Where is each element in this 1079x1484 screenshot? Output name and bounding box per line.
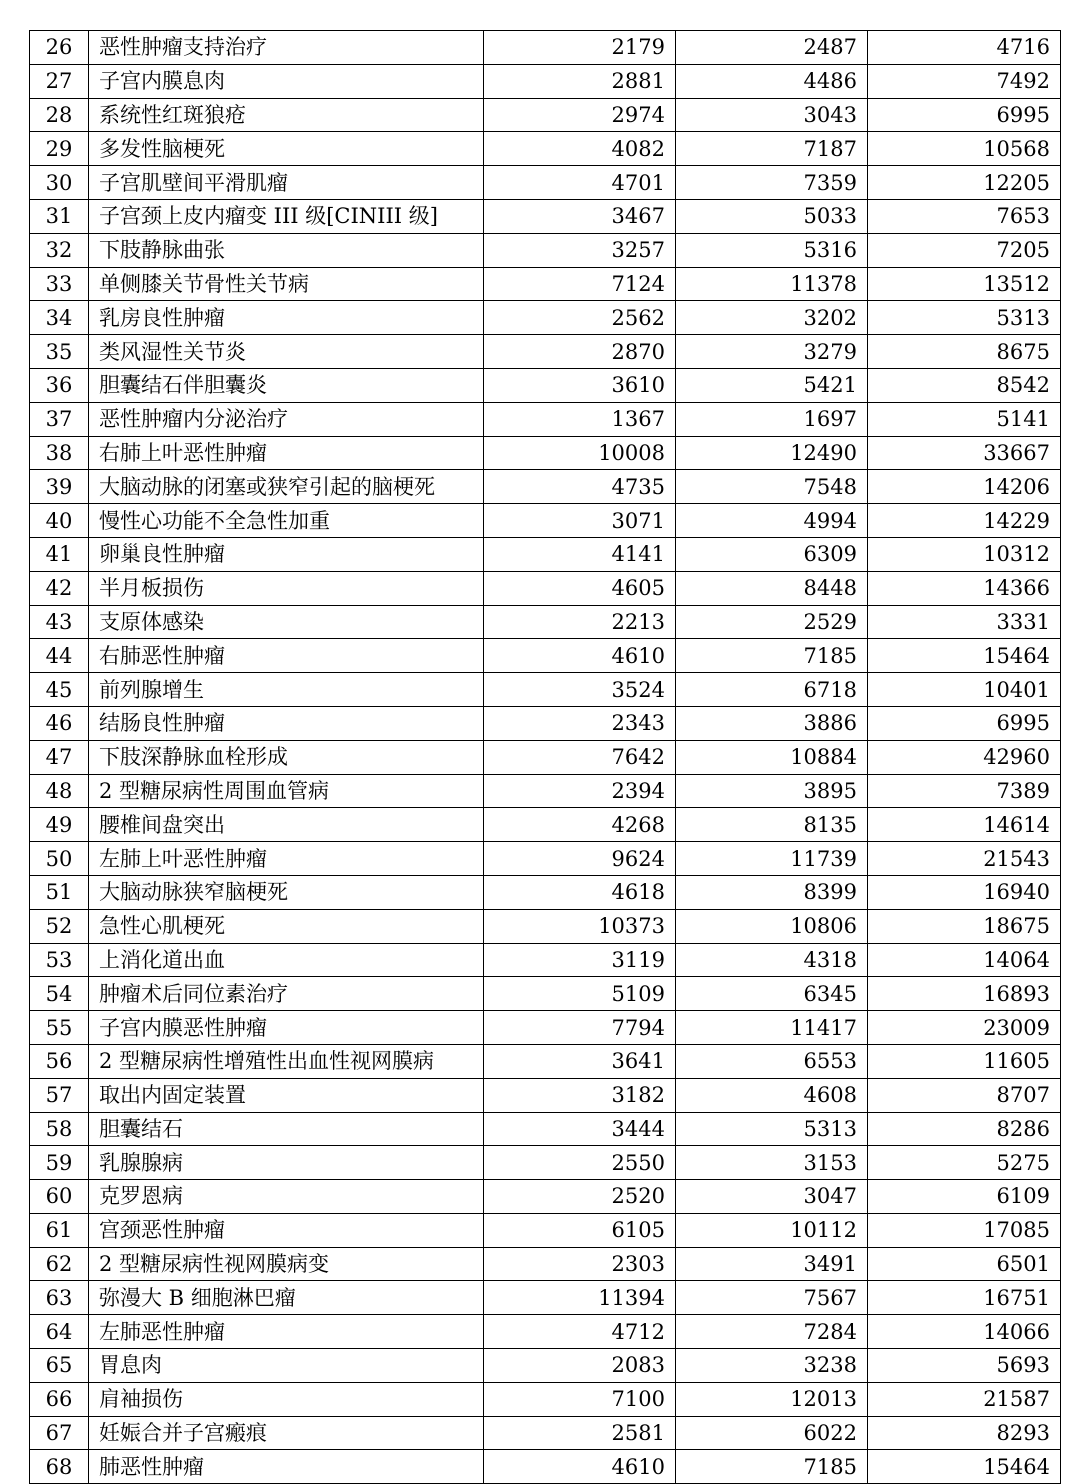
row-number: 53: [30, 943, 89, 977]
value-2: 3043: [676, 98, 868, 132]
value-3: 6109: [868, 1180, 1061, 1214]
table-row: [30, 199, 1061, 233]
diagnosis-name: 下肢静脉曲张: [89, 233, 484, 267]
row-number: 49: [30, 808, 89, 842]
diagnosis-name: 子宫内膜息肉: [89, 64, 484, 98]
data-table: [29, 30, 1061, 1484]
value-3: 10312: [868, 537, 1061, 571]
row-number: 47: [30, 740, 89, 774]
value-1: 11394: [484, 1281, 676, 1315]
table-row: [30, 842, 1061, 876]
value-2: 11739: [676, 842, 868, 876]
diagnosis-name: 类风湿性关节炎: [89, 335, 484, 369]
table-row: [30, 808, 1061, 842]
value-1: 4610: [484, 639, 676, 673]
diagnosis-name: 左肺上叶恶性肿瘤: [89, 842, 484, 876]
value-2: 3047: [676, 1180, 868, 1214]
value-3: 33667: [868, 436, 1061, 470]
diagnosis-name: 乳腺腺病: [89, 1146, 484, 1180]
value-2: 6718: [676, 673, 868, 707]
table-row: [30, 1349, 1061, 1383]
value-1: 3467: [484, 199, 676, 233]
value-1: 10008: [484, 436, 676, 470]
table-row: [30, 1146, 1061, 1180]
value-1: 3524: [484, 673, 676, 707]
value-1: 2581: [484, 1416, 676, 1450]
value-1: 4082: [484, 132, 676, 166]
table-row: [30, 166, 1061, 200]
diagnosis-name: 半月板损伤: [89, 571, 484, 605]
value-1: 4141: [484, 537, 676, 571]
value-2: 3202: [676, 301, 868, 335]
diagnosis-name: 单侧膝关节骨性关节病: [89, 267, 484, 301]
table-row: [30, 436, 1061, 470]
value-2: 1697: [676, 402, 868, 436]
diagnosis-name: 子宫内膜恶性肿瘤: [89, 1011, 484, 1045]
row-number: 52: [30, 909, 89, 943]
row-number: 65: [30, 1349, 89, 1383]
value-3: 5693: [868, 1349, 1061, 1383]
value-3: 14064: [868, 943, 1061, 977]
row-number: 55: [30, 1011, 89, 1045]
row-number: 48: [30, 774, 89, 808]
diagnosis-name: 急性心肌梗死: [89, 909, 484, 943]
table-row: [30, 1315, 1061, 1349]
value-1: 2083: [484, 1349, 676, 1383]
row-number: 66: [30, 1382, 89, 1416]
table-row: [30, 1213, 1061, 1247]
value-2: 12013: [676, 1382, 868, 1416]
value-1: 2520: [484, 1180, 676, 1214]
diagnosis-name: 下肢深静脉血栓形成: [89, 740, 484, 774]
value-2: 11417: [676, 1011, 868, 1045]
row-number: 68: [30, 1450, 89, 1484]
row-number: 39: [30, 470, 89, 504]
diagnosis-name: 克罗恩病: [89, 1180, 484, 1214]
value-1: 3119: [484, 943, 676, 977]
row-number: 45: [30, 673, 89, 707]
diagnosis-name: 慢性心功能不全急性加重: [89, 504, 484, 538]
table-row: [30, 571, 1061, 605]
value-2: 10884: [676, 740, 868, 774]
row-number: 67: [30, 1416, 89, 1450]
diagnosis-name: 2 型糖尿病性周围血管病: [89, 774, 484, 808]
diagnosis-name: 取出内固定装置: [89, 1078, 484, 1112]
value-3: 7205: [868, 233, 1061, 267]
value-3: 14066: [868, 1315, 1061, 1349]
value-3: 10568: [868, 132, 1061, 166]
table-row: [30, 875, 1061, 909]
row-number: 54: [30, 977, 89, 1011]
row-number: 61: [30, 1213, 89, 1247]
table-row: [30, 537, 1061, 571]
value-1: 2562: [484, 301, 676, 335]
value-1: 3641: [484, 1044, 676, 1078]
value-3: 42960: [868, 740, 1061, 774]
diagnosis-name: 右肺恶性肿瘤: [89, 639, 484, 673]
value-1: 6105: [484, 1213, 676, 1247]
row-number: 60: [30, 1180, 89, 1214]
row-number: 59: [30, 1146, 89, 1180]
table-row: [30, 98, 1061, 132]
value-1: 10373: [484, 909, 676, 943]
row-number: 42: [30, 571, 89, 605]
value-3: 14614: [868, 808, 1061, 842]
table-row: [30, 1382, 1061, 1416]
value-3: 14206: [868, 470, 1061, 504]
table-row: [30, 368, 1061, 402]
value-3: 11605: [868, 1044, 1061, 1078]
table-row: [30, 1247, 1061, 1281]
value-2: 6553: [676, 1044, 868, 1078]
diagnosis-name: 多发性脑梗死: [89, 132, 484, 166]
value-3: 16751: [868, 1281, 1061, 1315]
value-3: 15464: [868, 639, 1061, 673]
table-row: [30, 301, 1061, 335]
table-row: [30, 706, 1061, 740]
value-1: 3182: [484, 1078, 676, 1112]
value-3: 6995: [868, 706, 1061, 740]
table-row: [30, 977, 1061, 1011]
value-2: 4486: [676, 64, 868, 98]
value-1: 2343: [484, 706, 676, 740]
value-3: 6995: [868, 98, 1061, 132]
value-2: 12490: [676, 436, 868, 470]
table-row: [30, 1078, 1061, 1112]
value-3: 8293: [868, 1416, 1061, 1450]
table-row: [30, 605, 1061, 639]
value-3: 7389: [868, 774, 1061, 808]
table-row: [30, 1281, 1061, 1315]
row-number: 56: [30, 1044, 89, 1078]
value-2: 7187: [676, 132, 868, 166]
value-3: 8675: [868, 335, 1061, 369]
value-2: 5313: [676, 1112, 868, 1146]
value-3: 12205: [868, 166, 1061, 200]
table-row: [30, 673, 1061, 707]
row-number: 35: [30, 335, 89, 369]
value-3: 6501: [868, 1247, 1061, 1281]
table-row: [30, 132, 1061, 166]
diagnosis-name: 系统性红斑狼疮: [89, 98, 484, 132]
row-number: 36: [30, 368, 89, 402]
value-2: 7567: [676, 1281, 868, 1315]
diagnosis-name: 右肺上叶恶性肿瘤: [89, 436, 484, 470]
value-2: 3886: [676, 706, 868, 740]
value-3: 21587: [868, 1382, 1061, 1416]
value-2: 3895: [676, 774, 868, 808]
diagnosis-name: 肿瘤术后同位素治疗: [89, 977, 484, 1011]
row-number: 46: [30, 706, 89, 740]
value-1: 2974: [484, 98, 676, 132]
diagnosis-name: 上消化道出血: [89, 943, 484, 977]
table-row: [30, 1011, 1061, 1045]
row-number: 62: [30, 1247, 89, 1281]
value-3: 21543: [868, 842, 1061, 876]
row-number: 57: [30, 1078, 89, 1112]
value-1: 4610: [484, 1450, 676, 1484]
value-1: 3071: [484, 504, 676, 538]
table-row: [30, 1416, 1061, 1450]
value-3: 16893: [868, 977, 1061, 1011]
value-1: 5109: [484, 977, 676, 1011]
row-number: 32: [30, 233, 89, 267]
value-2: 6022: [676, 1416, 868, 1450]
row-number: 58: [30, 1112, 89, 1146]
value-2: 7548: [676, 470, 868, 504]
row-number: 64: [30, 1315, 89, 1349]
table-row: [30, 402, 1061, 436]
value-2: 5421: [676, 368, 868, 402]
table-row: [30, 1112, 1061, 1146]
value-3: 14366: [868, 571, 1061, 605]
value-3: 5313: [868, 301, 1061, 335]
value-1: 2550: [484, 1146, 676, 1180]
value-3: 14229: [868, 504, 1061, 538]
value-2: 8448: [676, 571, 868, 605]
diagnosis-name: 恶性肿瘤内分泌治疗: [89, 402, 484, 436]
value-2: 4608: [676, 1078, 868, 1112]
value-3: 5275: [868, 1146, 1061, 1180]
diagnosis-name: 肩袖损伤: [89, 1382, 484, 1416]
value-1: 4712: [484, 1315, 676, 1349]
value-1: 4268: [484, 808, 676, 842]
value-2: 7185: [676, 1450, 868, 1484]
value-1: 2303: [484, 1247, 676, 1281]
value-1: 4701: [484, 166, 676, 200]
value-2: 3238: [676, 1349, 868, 1383]
diagnosis-name: 胆囊结石伴胆囊炎: [89, 368, 484, 402]
value-2: 2529: [676, 605, 868, 639]
value-1: 7124: [484, 267, 676, 301]
diagnosis-name: 腰椎间盘突出: [89, 808, 484, 842]
table-row: [30, 1450, 1061, 1484]
row-number: 37: [30, 402, 89, 436]
value-1: 4605: [484, 571, 676, 605]
value-1: 7100: [484, 1382, 676, 1416]
table-row: [30, 267, 1061, 301]
table-row: [30, 1180, 1061, 1214]
table-row: [30, 943, 1061, 977]
row-number: 50: [30, 842, 89, 876]
value-2: 4994: [676, 504, 868, 538]
value-3: 8286: [868, 1112, 1061, 1146]
value-3: 3331: [868, 605, 1061, 639]
diagnosis-name: 前列腺增生: [89, 673, 484, 707]
value-2: 7284: [676, 1315, 868, 1349]
value-1: 3444: [484, 1112, 676, 1146]
table-row: [30, 233, 1061, 267]
table-row: [30, 909, 1061, 943]
value-2: 4318: [676, 943, 868, 977]
value-2: 8399: [676, 875, 868, 909]
value-1: 7794: [484, 1011, 676, 1045]
row-number: 27: [30, 64, 89, 98]
row-number: 29: [30, 132, 89, 166]
row-number: 41: [30, 537, 89, 571]
value-2: 7185: [676, 639, 868, 673]
diagnosis-name: 结肠良性肿瘤: [89, 706, 484, 740]
value-3: 23009: [868, 1011, 1061, 1045]
diagnosis-name: 大脑动脉的闭塞或狭窄引起的脑梗死: [89, 470, 484, 504]
value-3: 7492: [868, 64, 1061, 98]
value-1: 3610: [484, 368, 676, 402]
diagnosis-name: 子宫颈上皮内瘤变 III 级[CINIII 级]: [89, 199, 484, 233]
row-number: 38: [30, 436, 89, 470]
value-2: 3279: [676, 335, 868, 369]
value-2: 5033: [676, 199, 868, 233]
value-2: 2487: [676, 31, 868, 65]
value-1: 2213: [484, 605, 676, 639]
row-number: 34: [30, 301, 89, 335]
value-2: 7359: [676, 166, 868, 200]
value-3: 8542: [868, 368, 1061, 402]
table-row: [30, 639, 1061, 673]
value-3: 10401: [868, 673, 1061, 707]
diagnosis-name: 宫颈恶性肿瘤: [89, 1213, 484, 1247]
value-3: 16940: [868, 875, 1061, 909]
diagnosis-name: 恶性肿瘤支持治疗: [89, 31, 484, 65]
diagnosis-name: 2 型糖尿病性增殖性出血性视网膜病: [89, 1044, 484, 1078]
table-row: [30, 1044, 1061, 1078]
row-number: 40: [30, 504, 89, 538]
row-number: 26: [30, 31, 89, 65]
value-3: 8707: [868, 1078, 1061, 1112]
table-row: [30, 64, 1061, 98]
value-3: 7653: [868, 199, 1061, 233]
value-2: 8135: [676, 808, 868, 842]
row-number: 43: [30, 605, 89, 639]
value-2: 10112: [676, 1213, 868, 1247]
value-3: 13512: [868, 267, 1061, 301]
row-number: 51: [30, 875, 89, 909]
diagnosis-name: 子宫肌壁间平滑肌瘤: [89, 166, 484, 200]
value-1: 7642: [484, 740, 676, 774]
value-2: 3153: [676, 1146, 868, 1180]
value-2: 10806: [676, 909, 868, 943]
diagnosis-name: 卵巢良性肿瘤: [89, 537, 484, 571]
value-2: 5316: [676, 233, 868, 267]
table-row: [30, 774, 1061, 808]
value-1: 2881: [484, 64, 676, 98]
row-number: 33: [30, 267, 89, 301]
diagnosis-name: 妊娠合并子宫瘢痕: [89, 1416, 484, 1450]
value-1: 2870: [484, 335, 676, 369]
table-body: [30, 31, 1061, 1484]
value-1: 2394: [484, 774, 676, 808]
table-row: [30, 31, 1061, 65]
diagnosis-name: 弥漫大 B 细胞淋巴瘤: [89, 1281, 484, 1315]
value-1: 2179: [484, 31, 676, 65]
value-2: 6309: [676, 537, 868, 571]
table-row: [30, 740, 1061, 774]
value-3: 5141: [868, 402, 1061, 436]
value-3: 4716: [868, 31, 1061, 65]
value-3: 17085: [868, 1213, 1061, 1247]
diagnosis-name: 大脑动脉狭窄脑梗死: [89, 875, 484, 909]
value-1: 4618: [484, 875, 676, 909]
table-row: [30, 470, 1061, 504]
value-3: 18675: [868, 909, 1061, 943]
value-2: 11378: [676, 267, 868, 301]
diagnosis-name: 支原体感染: [89, 605, 484, 639]
table-row: [30, 504, 1061, 538]
row-number: 31: [30, 199, 89, 233]
diagnosis-name: 肺恶性肿瘤: [89, 1450, 484, 1484]
value-3: 15464: [868, 1450, 1061, 1484]
diagnosis-name: 胃息肉: [89, 1349, 484, 1383]
row-number: 44: [30, 639, 89, 673]
value-1: 9624: [484, 842, 676, 876]
row-number: 30: [30, 166, 89, 200]
value-1: 1367: [484, 402, 676, 436]
table-row: [30, 335, 1061, 369]
diagnosis-name: 2 型糖尿病性视网膜病变: [89, 1247, 484, 1281]
row-number: 28: [30, 98, 89, 132]
value-2: 3491: [676, 1247, 868, 1281]
diagnosis-name: 左肺恶性肿瘤: [89, 1315, 484, 1349]
row-number: 63: [30, 1281, 89, 1315]
diagnosis-name: 乳房良性肿瘤: [89, 301, 484, 335]
value-1: 4735: [484, 470, 676, 504]
value-2: 6345: [676, 977, 868, 1011]
value-1: 3257: [484, 233, 676, 267]
diagnosis-name: 胆囊结石: [89, 1112, 484, 1146]
